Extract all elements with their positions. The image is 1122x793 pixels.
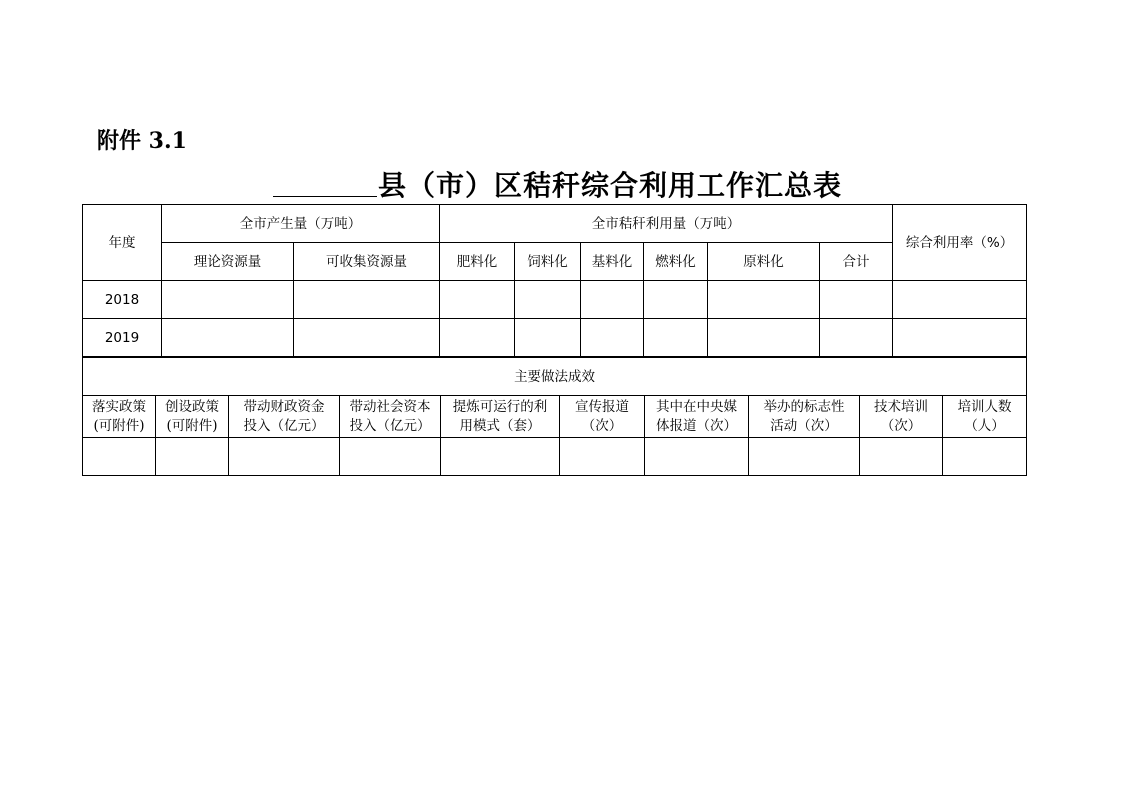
table-row — [83, 281, 1027, 319]
column-header — [441, 396, 560, 438]
column-header-line2: 用模式（套） — [459, 417, 541, 434]
column-header — [229, 396, 340, 438]
title-row — [0, 160, 1122, 200]
title-blank-line — [273, 196, 377, 197]
column-header-line2: (可附件) — [93, 417, 145, 434]
column-header-line2: (可附件) — [166, 417, 218, 434]
input-cell[interactable] — [156, 438, 229, 476]
column-header — [860, 396, 943, 438]
table-row — [83, 438, 1027, 476]
input-cell[interactable] — [340, 438, 441, 476]
column-header — [156, 396, 229, 438]
column-header-line2: 投入（亿元） — [349, 417, 431, 434]
column-header-line1: 提炼可运行的利 — [452, 398, 548, 415]
input-cell[interactable] — [83, 438, 156, 476]
input-cell[interactable] — [581, 319, 644, 357]
input-cell[interactable] — [644, 319, 708, 357]
year-header: 年度 — [83, 205, 162, 281]
input-cell[interactable] — [893, 319, 1027, 357]
input-cell[interactable] — [162, 281, 294, 319]
utilization-sub-fertilizer: 肥料化 — [440, 243, 515, 281]
utilization-sub-total: 合计 — [820, 243, 893, 281]
input-cell[interactable] — [708, 281, 820, 319]
input-cell[interactable] — [162, 319, 294, 357]
column-header-line1: 培训人数 — [957, 398, 1012, 415]
section-title: 主要做法成效 — [83, 358, 1027, 396]
column-header-line1: 创设政策 — [165, 398, 219, 415]
utilization-sub-substrate: 基料化 — [581, 243, 644, 281]
input-cell[interactable] — [515, 319, 581, 357]
input-cell[interactable] — [749, 438, 860, 476]
table-row — [83, 319, 1027, 357]
input-cell[interactable] — [560, 438, 645, 476]
input-cell[interactable] — [708, 319, 820, 357]
column-header — [340, 396, 441, 438]
input-cell[interactable] — [820, 319, 893, 357]
column-header-line1: 技术培训 — [874, 398, 928, 415]
year-cell: 2018 — [83, 281, 162, 319]
measures-table — [82, 357, 1027, 476]
input-cell[interactable] — [515, 281, 581, 319]
column-header — [943, 396, 1027, 438]
column-header — [749, 396, 860, 438]
column-header-line2: （次） — [880, 417, 922, 434]
page-title: 县（市）区秸秆综合利用工作汇总表 — [378, 169, 843, 202]
column-header — [560, 396, 645, 438]
input-cell[interactable] — [644, 281, 708, 319]
input-cell[interactable] — [440, 281, 515, 319]
column-header-line2: （人） — [964, 417, 1005, 434]
summary-table — [82, 204, 1027, 357]
input-cell[interactable] — [820, 281, 893, 319]
utilization-header: 全市秸秆利用量（万吨） — [440, 205, 893, 243]
production-sub-theoretical: 理论资源量 — [162, 243, 294, 281]
column-header-line2: 投入（亿元） — [243, 417, 325, 434]
input-cell[interactable] — [441, 438, 560, 476]
utilization-sub-material: 原料化 — [708, 243, 820, 281]
column-header-line1: 带动社会资本 — [349, 398, 431, 415]
input-cell[interactable] — [943, 438, 1027, 476]
utilization-sub-feed: 饲料化 — [515, 243, 581, 281]
column-header — [83, 396, 156, 438]
input-cell[interactable] — [229, 438, 340, 476]
input-cell[interactable] — [294, 281, 440, 319]
column-header-line1: 举办的标志性 — [763, 398, 845, 415]
column-header-line2: 活动（次） — [770, 417, 838, 434]
input-cell[interactable] — [893, 281, 1027, 319]
rate-header: 综合利用率（%） — [893, 205, 1027, 281]
input-cell[interactable] — [645, 438, 749, 476]
column-header-line1: 其中在中央媒 — [656, 398, 737, 415]
utilization-sub-fuel: 燃料化 — [644, 243, 708, 281]
input-cell[interactable] — [581, 281, 644, 319]
input-cell[interactable] — [440, 319, 515, 357]
production-sub-collectable: 可收集资源量 — [294, 243, 440, 281]
column-header-line1: 带动财政资金 — [243, 398, 325, 415]
column-header-line1: 宣传报道 — [575, 398, 629, 415]
column-header-line2: 体报道（次） — [656, 417, 737, 434]
column-header-line1: 落实政策 — [92, 398, 146, 415]
column-header-line2: （次） — [581, 417, 623, 434]
input-cell[interactable] — [860, 438, 943, 476]
production-header: 全市产生量（万吨） — [162, 205, 440, 243]
attachment-label: 附件 3.1 — [97, 128, 187, 154]
column-header — [645, 396, 749, 438]
year-cell: 2019 — [83, 319, 162, 357]
input-cell[interactable] — [294, 319, 440, 357]
